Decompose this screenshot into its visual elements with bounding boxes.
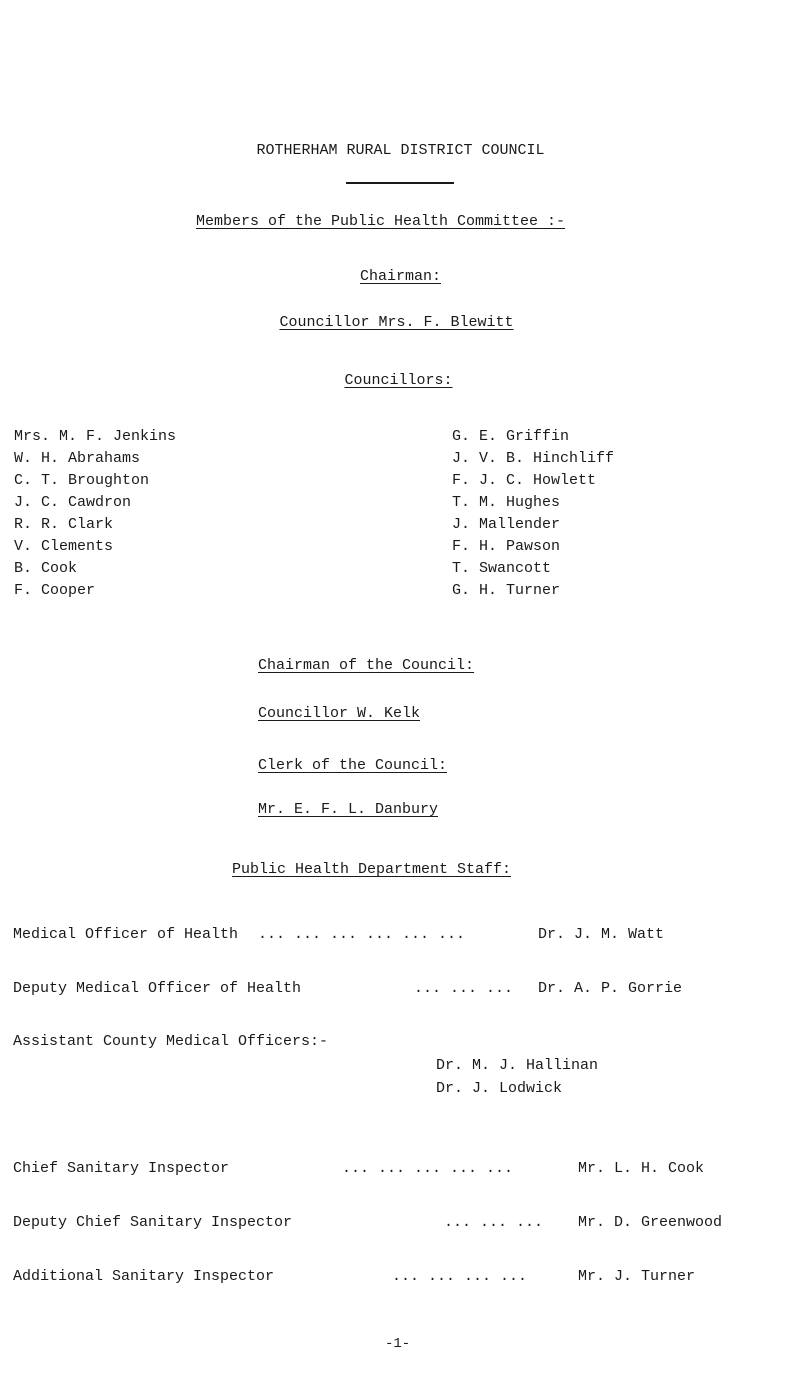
councillors-right-column <box>452 426 614 602</box>
councillor-name: J. Mallender <box>452 516 561 533</box>
page-number: -1- <box>385 1336 411 1352</box>
staff-name: Dr. M. J. Hallinan <box>436 1057 599 1074</box>
staff-name: Mr. J. Turner <box>578 1268 696 1285</box>
councillor-name: B. Cook <box>14 560 78 577</box>
committee-heading: Members of the Public Health Committee :- <box>195 213 566 230</box>
council-chairman-label: Chairman of the Council: <box>258 657 475 674</box>
chairman-label: Chairman: <box>359 268 441 285</box>
councillor-name: Mrs. M. F. Jenkins <box>14 428 177 445</box>
clerk-name: Mr. E. F. L. Danbury <box>258 801 439 818</box>
chairman-name: Councillor Mrs. F. Blewitt <box>279 314 514 331</box>
councillor-name: C. T. Broughton <box>14 472 150 489</box>
councillor-name: V. Clements <box>14 538 114 555</box>
councillor-name: J. C. Cawdron <box>14 494 132 511</box>
staff-heading: Public Health Department Staff: <box>232 861 512 878</box>
staff-role: Chief Sanitary Inspector <box>13 1160 230 1177</box>
councillor-name: T. Swancott <box>452 560 552 577</box>
councillor-name: T. M. Hughes <box>452 494 561 511</box>
staff-name: Mr. D. Greenwood <box>578 1214 723 1231</box>
leader-dots: ... ... ... <box>444 1214 544 1231</box>
councillor-name: R. R. Clark <box>14 516 114 533</box>
staff-role: Deputy Chief Sanitary Inspector <box>13 1214 293 1231</box>
councillors-label: Councillors: <box>344 372 453 389</box>
council-title: ROTHERHAM RURAL DISTRICT COUNCIL <box>256 142 545 159</box>
council-chairman-name: Councillor W. Kelk <box>258 705 421 722</box>
staff-role: Assistant County Medical Officers:- <box>13 1033 329 1050</box>
staff-name: Dr. J. M. Watt <box>538 926 665 943</box>
clerk-label: Clerk of the Council: <box>258 757 448 774</box>
leader-dots: ... ... ... ... ... ... <box>258 926 466 943</box>
councillor-name: G. E. Griffin <box>452 428 570 445</box>
councillor-name: J. V. B. Hinchliff <box>452 450 615 467</box>
staff-name: Dr. A. P. Gorrie <box>538 980 683 997</box>
councillor-name: W. H. Abrahams <box>14 450 141 467</box>
title-rule <box>346 182 454 184</box>
councillor-name: G. H. Turner <box>452 582 561 599</box>
councillor-name: F. H. Pawson <box>452 538 561 555</box>
staff-role: Deputy Medical Officer of Health <box>13 980 302 997</box>
staff-role: Medical Officer of Health <box>13 926 239 943</box>
councillor-name: F. J. C. Howlett <box>452 472 597 489</box>
leader-dots: ... ... ... <box>414 980 514 997</box>
staff-name: Dr. J. Lodwick <box>436 1080 563 1097</box>
staff-name: Mr. L. H. Cook <box>578 1160 705 1177</box>
councillor-name: F. Cooper <box>14 582 96 599</box>
staff-role: Additional Sanitary Inspector <box>13 1268 275 1285</box>
leader-dots: ... ... ... ... ... <box>342 1160 514 1177</box>
councillors-left-column <box>14 426 176 602</box>
leader-dots: ... ... ... ... <box>392 1268 528 1285</box>
